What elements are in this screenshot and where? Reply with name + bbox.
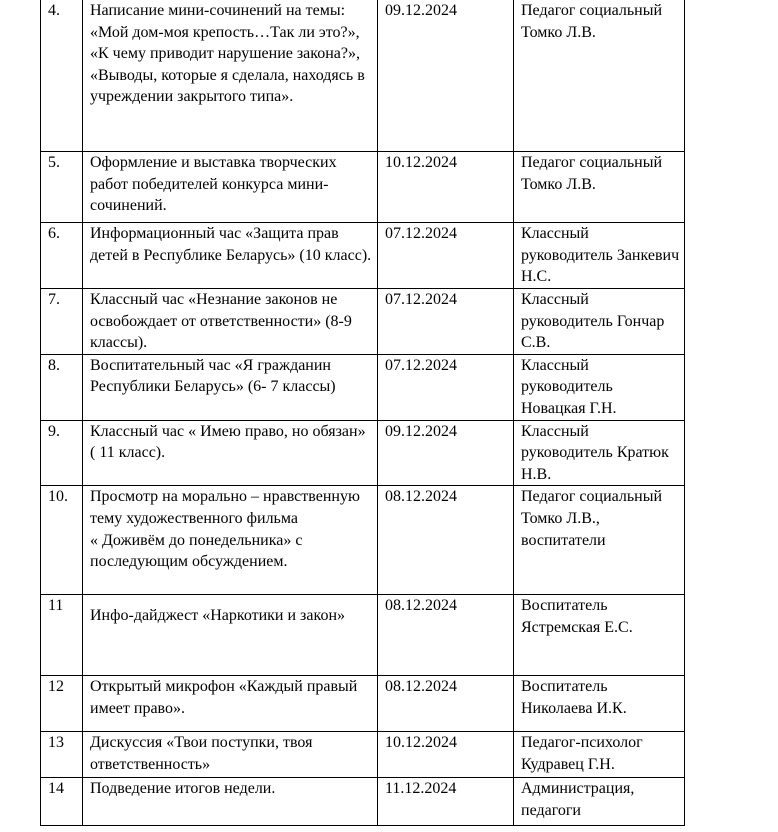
event-date: 09.12.2024 [378,420,514,486]
table-row [41,778,685,826]
event-date: 08.12.2024 [378,595,514,676]
table-row [41,732,685,778]
row-number: 14 [41,778,83,826]
event-date: 09.12.2024 [378,0,514,152]
event-name: Оформление и выставка творческих работ победителей конкурса мини-сочинений. [83,152,378,223]
event-responsible: Воспитатель Ястремская Е.С. [514,595,685,676]
event-responsible: Администрация, педагоги [514,778,685,826]
event-name: Классный час «Незнание законов не освобождает от ответственности» (8-9 классы). [83,289,378,355]
event-responsible: Классный руководитель Гончар С.В. [514,289,685,355]
table-row [41,152,685,223]
event-name: Классный час « Имею право, но обязан» ( 11 класс). [83,420,378,486]
event-date: 10.12.2024 [378,152,514,223]
event-date: 07.12.2024 [378,223,514,289]
row-number: 7. [41,289,83,355]
row-number: 5. [41,152,83,223]
event-name-cell [83,595,378,676]
row-number: 4. [41,0,83,152]
row-number: 12 [41,676,83,732]
event-responsible: Классный руководитель Занкевич Н.С. [514,223,685,289]
event-name: Подведение итогов недели. [83,778,378,826]
table-row [41,420,685,486]
row-number: 10. [41,486,83,595]
events-table [40,0,685,826]
row-number: 6. [41,223,83,289]
event-responsible: Классный руководитель Кратюк Н.В. [514,420,685,486]
table-row [41,486,685,595]
spacer [90,595,373,605]
event-responsible: Педагог социальный Томко Л.В. [514,152,685,223]
table-row [41,223,685,289]
event-name: Инфо-дайджест «Наркотики и закон» [90,607,345,625]
table-row [41,354,685,420]
table-row [41,289,685,355]
event-name: Воспитательный час «Я гражданин Республики Беларусь» (6- 7 классы) [83,354,378,420]
table-row [41,676,685,732]
event-name: Написание мини-сочинений на темы: «Мой дом-моя крепость…Так ли это?», «К чему приводит нарушение закона?», «Выводы, которые я сделала, находясь в учреждении закрытого типа». [83,0,378,152]
table-row [41,595,685,676]
event-date: 07.12.2024 [378,289,514,355]
event-name: Информационный час «Защита прав детей в Республике Беларусь» (10 класс). [83,223,378,289]
row-number: 11 [41,595,83,676]
event-responsible: Педагог-психолог Кудравец Г.Н. [514,732,685,778]
event-responsible: Педагог социальный Томко Л.В., воспитатели [514,486,685,595]
event-responsible: Педагог социальный Томко Л.В. [514,0,685,152]
row-number: 9. [41,420,83,486]
event-date: 11.12.2024 [378,778,514,826]
event-name: Открытый микрофон «Каждый правый имеет право». [83,676,378,732]
event-responsible: Воспитатель Николаева И.К. [514,676,685,732]
row-number: 8. [41,354,83,420]
event-responsible: Классный руководитель Новацкая Г.Н. [514,354,685,420]
event-date: 07.12.2024 [378,354,514,420]
event-date: 08.12.2024 [378,676,514,732]
table-row [41,0,685,152]
event-name: Дискуссия «Твои поступки, твоя ответственность» [83,732,378,778]
event-name: Просмотр на морально – нравственную тему художественного фильма « Доживём до понедельника» с последующим обсуждением. [83,486,378,595]
event-date: 08.12.2024 [378,486,514,595]
event-date: 10.12.2024 [378,732,514,778]
row-number: 13 [41,732,83,778]
